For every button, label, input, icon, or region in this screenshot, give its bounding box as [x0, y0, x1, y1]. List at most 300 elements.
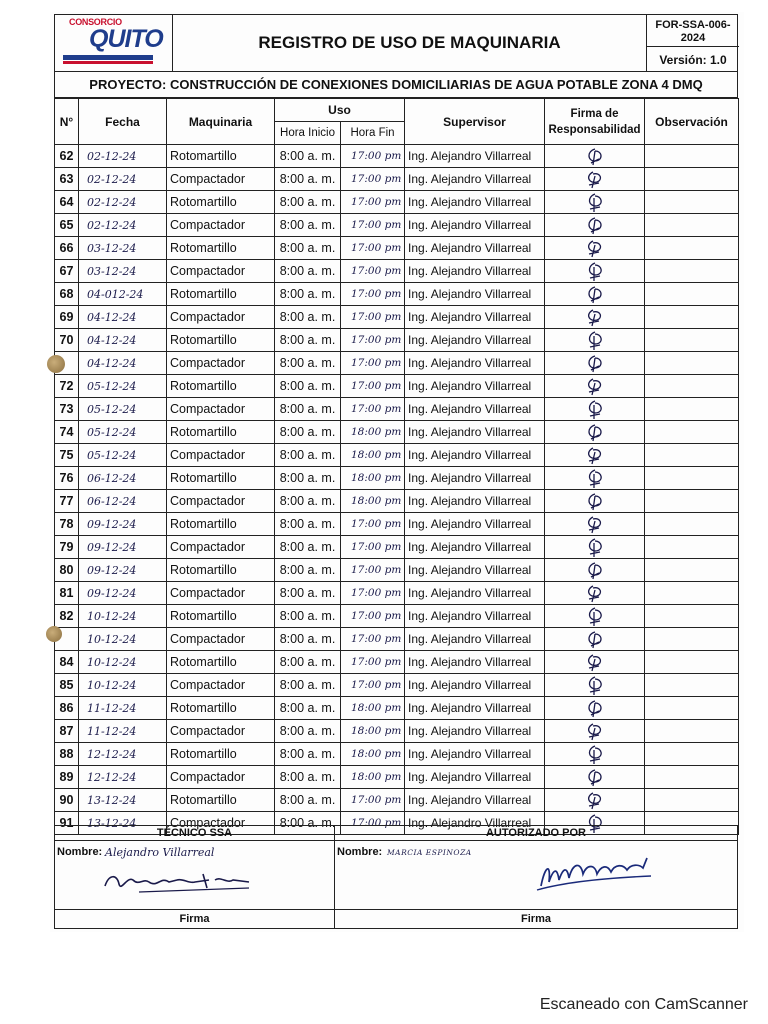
row-number: 66 — [55, 237, 79, 260]
row-observacion — [645, 260, 739, 283]
row-observacion — [645, 490, 739, 513]
row-number: 90 — [55, 789, 79, 812]
logo-word: QUITO — [89, 25, 163, 53]
row-hora-fin: 17:00 pm — [341, 214, 405, 237]
row-machinery: Rotomartillo — [167, 237, 275, 260]
logo-blue-bar — [63, 55, 153, 60]
table-row — [55, 168, 739, 191]
row-signature — [545, 559, 645, 582]
row-machinery: Rotomartillo — [167, 329, 275, 352]
row-date: 09-12-24 — [79, 536, 167, 559]
row-signature — [545, 720, 645, 743]
row-number: 88 — [55, 743, 79, 766]
row-observacion — [645, 145, 739, 168]
row-hora-fin: 17:00 pm — [341, 651, 405, 674]
row-supervisor: Ing. Alejandro Villarreal — [405, 168, 545, 191]
row-signature — [545, 237, 645, 260]
row-date: 04-12-24 — [79, 352, 167, 375]
row-number: 75 — [55, 444, 79, 467]
form-code-line1: FOR-SSA-006- — [655, 19, 731, 31]
row-hora-fin: 17:00 pm — [341, 145, 405, 168]
row-hora-fin: 17:00 pm — [341, 536, 405, 559]
row-machinery: Compactador — [167, 674, 275, 697]
row-hora-inicio: 8:00 a. m. — [275, 697, 341, 720]
row-date: 04-012-24 — [79, 283, 167, 306]
row-machinery: Rotomartillo — [167, 651, 275, 674]
row-observacion — [645, 605, 739, 628]
row-supervisor: Ing. Alejandro Villarreal — [405, 743, 545, 766]
row-hora-fin: 17:00 pm — [341, 191, 405, 214]
row-hora-inicio: 8:00 a. m. — [275, 375, 341, 398]
row-date: 10-12-24 — [79, 628, 167, 651]
row-supervisor: Ing. Alejandro Villarreal — [405, 398, 545, 421]
row-supervisor: Ing. Alejandro Villarreal — [405, 605, 545, 628]
table-row — [55, 743, 739, 766]
row-hora-inicio: 8:00 a. m. — [275, 145, 341, 168]
form-header — [54, 14, 738, 72]
row-number: 67 — [55, 260, 79, 283]
row-supervisor: Ing. Alejandro Villarreal — [405, 283, 545, 306]
row-machinery: Rotomartillo — [167, 421, 275, 444]
row-signature — [545, 214, 645, 237]
row-hora-fin: 17:00 pm — [341, 237, 405, 260]
row-number: 64 — [55, 191, 79, 214]
row-signature — [545, 421, 645, 444]
table-row — [55, 720, 739, 743]
row-observacion — [645, 743, 739, 766]
row-signature — [545, 605, 645, 628]
row-number: 65 — [55, 214, 79, 237]
row-machinery: Rotomartillo — [167, 743, 275, 766]
row-date: 10-12-24 — [79, 651, 167, 674]
table-row — [55, 467, 739, 490]
row-supervisor: Ing. Alejandro Villarreal — [405, 421, 545, 444]
row-hora-inicio: 8:00 a. m. — [275, 214, 341, 237]
row-date: 05-12-24 — [79, 398, 167, 421]
autorizado-name-label: Nombre: — [337, 846, 383, 858]
row-hora-inicio: 8:00 a. m. — [275, 398, 341, 421]
row-signature — [545, 674, 645, 697]
tecnico-firma-label: Firma — [55, 909, 334, 928]
row-hora-fin: 18:00 pm — [341, 766, 405, 789]
row-number: 72 — [55, 375, 79, 398]
table-row — [55, 605, 739, 628]
row-number: 76 — [55, 467, 79, 490]
table-row — [55, 283, 739, 306]
row-hora-inicio: 8:00 a. m. — [275, 168, 341, 191]
row-signature — [545, 582, 645, 605]
row-observacion — [645, 789, 739, 812]
row-hora-fin: 17:00 pm — [341, 582, 405, 605]
header-num: N° — [55, 99, 79, 145]
row-supervisor: Ing. Alejandro Villarreal — [405, 513, 545, 536]
row-hora-fin: 17:00 pm — [341, 812, 405, 835]
row-hora-fin: 17:00 pm — [341, 628, 405, 651]
row-date: 05-12-24 — [79, 421, 167, 444]
row-supervisor: Ing. Alejandro Villarreal — [405, 444, 545, 467]
document-sheet — [50, 12, 744, 932]
form-version: Versión: 1.0 — [659, 53, 727, 67]
row-signature — [545, 789, 645, 812]
header-supervisor: Supervisor — [405, 99, 545, 145]
row-supervisor: Ing. Alejandro Villarreal — [405, 467, 545, 490]
header-uso: Uso — [275, 99, 405, 122]
machinery-usage-table — [54, 98, 739, 835]
table-row — [55, 421, 739, 444]
row-observacion — [645, 352, 739, 375]
row-hora-inicio: 8:00 a. m. — [275, 513, 341, 536]
row-supervisor: Ing. Alejandro Villarreal — [405, 145, 545, 168]
row-machinery: Compactador — [167, 306, 275, 329]
row-date: 03-12-24 — [79, 260, 167, 283]
row-signature — [545, 766, 645, 789]
header-fecha: Fecha — [79, 99, 167, 145]
header-firma: Firma de Responsabilidad — [545, 99, 645, 145]
row-date: 09-12-24 — [79, 559, 167, 582]
row-observacion — [645, 628, 739, 651]
row-date: 11-12-24 — [79, 697, 167, 720]
row-machinery: Rotomartillo — [167, 145, 275, 168]
table-row — [55, 582, 739, 605]
row-observacion — [645, 329, 739, 352]
row-observacion — [645, 375, 739, 398]
row-hora-fin: 17:00 pm — [341, 674, 405, 697]
row-hora-fin: 18:00 pm — [341, 743, 405, 766]
row-observacion — [645, 283, 739, 306]
table-row — [55, 674, 739, 697]
paper-stain-mark — [47, 355, 65, 373]
logo-red-bar — [63, 61, 153, 64]
row-supervisor: Ing. Alejandro Villarreal — [405, 766, 545, 789]
tecnico-name-label: Nombre: — [57, 846, 103, 858]
table-row — [55, 352, 739, 375]
row-hora-inicio: 8:00 a. m. — [275, 467, 341, 490]
table-row — [55, 628, 739, 651]
row-machinery: Rotomartillo — [167, 789, 275, 812]
table-row — [55, 766, 739, 789]
row-machinery: Compactador — [167, 536, 275, 559]
row-number: 62 — [55, 145, 79, 168]
row-observacion — [645, 398, 739, 421]
row-hora-fin: 17:00 pm — [341, 329, 405, 352]
row-signature — [545, 398, 645, 421]
row-number: 69 — [55, 306, 79, 329]
row-machinery: Rotomartillo — [167, 697, 275, 720]
row-number: 74 — [55, 421, 79, 444]
row-hora-inicio: 8:00 a. m. — [275, 536, 341, 559]
row-observacion — [645, 444, 739, 467]
row-hora-inicio: 8:00 a. m. — [275, 582, 341, 605]
row-date: 06-12-24 — [79, 490, 167, 513]
row-hora-fin: 17:00 pm — [341, 260, 405, 283]
row-signature — [545, 651, 645, 674]
row-hora-fin: 18:00 pm — [341, 421, 405, 444]
row-observacion — [645, 766, 739, 789]
row-machinery: Compactador — [167, 720, 275, 743]
row-number: 73 — [55, 398, 79, 421]
row-hora-fin: 17:00 pm — [341, 283, 405, 306]
row-number: 87 — [55, 720, 79, 743]
row-date: 09-12-24 — [79, 582, 167, 605]
scanner-watermark: Escaneado con CamScanner — [539, 996, 748, 1013]
autorizado-name: MARCIA ESPINOZA — [387, 848, 472, 857]
row-hora-fin: 18:00 pm — [341, 720, 405, 743]
row-supervisor: Ing. Alejandro Villarreal — [405, 352, 545, 375]
table-row — [55, 651, 739, 674]
row-supervisor: Ing. Alejandro Villarreal — [405, 375, 545, 398]
document-title: REGISTRO DE USO DE MAQUINARIA — [173, 15, 647, 71]
row-supervisor: Ing. Alejandro Villarreal — [405, 674, 545, 697]
row-number: 85 — [55, 674, 79, 697]
row-signature — [545, 375, 645, 398]
row-number: 86 — [55, 697, 79, 720]
row-signature — [545, 513, 645, 536]
row-date: 02-12-24 — [79, 145, 167, 168]
row-hora-fin: 17:00 pm — [341, 352, 405, 375]
row-supervisor: Ing. Alejandro Villarreal — [405, 490, 545, 513]
autorizado-section — [335, 826, 737, 928]
row-hora-fin: 17:00 pm — [341, 375, 405, 398]
row-observacion — [645, 720, 739, 743]
row-hora-fin: 17:00 pm — [341, 559, 405, 582]
logo-top-text: CONSORCIO — [69, 17, 122, 27]
row-signature — [545, 283, 645, 306]
row-number: 89 — [55, 766, 79, 789]
row-date: 13-12-24 — [79, 789, 167, 812]
row-machinery: Rotomartillo — [167, 605, 275, 628]
row-signature — [545, 145, 645, 168]
row-machinery: Compactador — [167, 168, 275, 191]
row-supervisor: Ing. Alejandro Villarreal — [405, 260, 545, 283]
row-hora-fin: 18:00 pm — [341, 490, 405, 513]
row-hora-fin: 17:00 pm — [341, 605, 405, 628]
row-hora-inicio: 8:00 a. m. — [275, 651, 341, 674]
row-number: 79 — [55, 536, 79, 559]
form-code-line2: 2024 — [680, 32, 706, 44]
row-date: 09-12-24 — [79, 513, 167, 536]
row-date: 04-12-24 — [79, 329, 167, 352]
table-row — [55, 329, 739, 352]
row-signature — [545, 329, 645, 352]
table-row — [55, 490, 739, 513]
row-observacion — [645, 651, 739, 674]
row-hora-inicio: 8:00 a. m. — [275, 628, 341, 651]
tecnico-signature — [99, 866, 259, 900]
row-machinery: Rotomartillo — [167, 513, 275, 536]
row-hora-fin: 18:00 pm — [341, 467, 405, 490]
row-number: 91 — [55, 812, 79, 835]
table-row — [55, 191, 739, 214]
row-supervisor: Ing. Alejandro Villarreal — [405, 191, 545, 214]
row-signature — [545, 306, 645, 329]
row-hora-fin: 17:00 pm — [341, 398, 405, 421]
row-hora-inicio: 8:00 a. m. — [275, 605, 341, 628]
row-number: 77 — [55, 490, 79, 513]
row-hora-inicio: 8:00 a. m. — [275, 421, 341, 444]
header-maquinaria: Maquinaria — [167, 99, 275, 145]
row-observacion — [645, 582, 739, 605]
row-hora-inicio: 8:00 a. m. — [275, 720, 341, 743]
row-machinery: Rotomartillo — [167, 191, 275, 214]
tecnico-section — [55, 826, 335, 928]
row-observacion — [645, 536, 739, 559]
row-machinery: Compactador — [167, 398, 275, 421]
table-row — [55, 237, 739, 260]
row-supervisor: Ing. Alejandro Villarreal — [405, 214, 545, 237]
row-number: 84 — [55, 651, 79, 674]
row-machinery: Compactador — [167, 214, 275, 237]
row-observacion — [645, 237, 739, 260]
row-signature — [545, 628, 645, 651]
row-observacion — [645, 559, 739, 582]
row-hora-inicio: 8:00 a. m. — [275, 444, 341, 467]
row-signature — [545, 536, 645, 559]
row-number: 80 — [55, 559, 79, 582]
row-hora-inicio: 8:00 a. m. — [275, 191, 341, 214]
signature-footer — [54, 825, 738, 929]
row-number: 82 — [55, 605, 79, 628]
row-hora-inicio: 8:00 a. m. — [275, 674, 341, 697]
table-row — [55, 145, 739, 168]
row-supervisor: Ing. Alejandro Villarreal — [405, 789, 545, 812]
row-date: 06-12-24 — [79, 467, 167, 490]
header-hora-fin: Hora Fin — [341, 122, 405, 145]
row-signature — [545, 260, 645, 283]
row-signature — [545, 168, 645, 191]
table-row — [55, 398, 739, 421]
row-signature — [545, 191, 645, 214]
row-supervisor: Ing. Alejandro Villarreal — [405, 628, 545, 651]
company-logo — [55, 15, 173, 71]
row-date: 10-12-24 — [79, 674, 167, 697]
table-row — [55, 375, 739, 398]
row-hora-inicio: 8:00 a. m. — [275, 352, 341, 375]
tecnico-title: TÉCNICO SSA — [55, 826, 334, 841]
row-hora-inicio: 8:00 a. m. — [275, 283, 341, 306]
row-hora-inicio: 8:00 a. m. — [275, 766, 341, 789]
row-hora-inicio: 8:00 a. m. — [275, 490, 341, 513]
row-machinery: Compactador — [167, 628, 275, 651]
row-signature — [545, 490, 645, 513]
row-hora-fin: 17:00 pm — [341, 513, 405, 536]
row-date: 05-12-24 — [79, 444, 167, 467]
row-hora-inicio: 8:00 a. m. — [275, 789, 341, 812]
table-row — [55, 260, 739, 283]
row-machinery: Rotomartillo — [167, 283, 275, 306]
row-hora-inicio: 8:00 a. m. — [275, 237, 341, 260]
row-observacion — [645, 191, 739, 214]
row-supervisor: Ing. Alejandro Villarreal — [405, 536, 545, 559]
row-signature — [545, 697, 645, 720]
row-date: 03-12-24 — [79, 237, 167, 260]
row-supervisor: Ing. Alejandro Villarreal — [405, 651, 545, 674]
paper-stain-mark — [46, 626, 62, 642]
row-machinery: Rotomartillo — [167, 467, 275, 490]
row-date: 10-12-24 — [79, 605, 167, 628]
row-hora-fin: 18:00 pm — [341, 697, 405, 720]
row-machinery: Compactador — [167, 582, 275, 605]
row-machinery: Compactador — [167, 490, 275, 513]
row-hora-inicio: 8:00 a. m. — [275, 559, 341, 582]
header-hora-inicio: Hora Inicio — [275, 122, 341, 145]
table-row — [55, 559, 739, 582]
autorizado-title: AUTORIZADO POR — [335, 826, 737, 841]
row-machinery: Rotomartillo — [167, 559, 275, 582]
row-number: 78 — [55, 513, 79, 536]
row-hora-fin: 17:00 pm — [341, 168, 405, 191]
row-hora-inicio: 8:00 a. m. — [275, 329, 341, 352]
row-date: 04-12-24 — [79, 306, 167, 329]
table-row — [55, 214, 739, 237]
row-supervisor: Ing. Alejandro Villarreal — [405, 582, 545, 605]
row-date: 13-12-24 — [79, 812, 167, 835]
row-hora-inicio: 8:00 a. m. — [275, 743, 341, 766]
row-signature — [545, 743, 645, 766]
row-machinery: Compactador — [167, 812, 275, 835]
row-signature — [545, 467, 645, 490]
row-date: 02-12-24 — [79, 214, 167, 237]
row-machinery: Compactador — [167, 444, 275, 467]
header-observacion: Observación — [645, 99, 739, 145]
autorizado-firma-label: Firma — [335, 909, 737, 928]
row-machinery: Compactador — [167, 260, 275, 283]
table-row — [55, 306, 739, 329]
row-hora-fin: 17:00 pm — [341, 306, 405, 329]
project-title: PROYECTO: CONSTRUCCIÓN DE CONEXIONES DOMICILIARIAS DE AGUA POTABLE ZONA 4 DMQ — [54, 72, 738, 98]
row-signature — [545, 352, 645, 375]
row-number: 63 — [55, 168, 79, 191]
form-code-block — [647, 15, 739, 71]
row-supervisor: Ing. Alejandro Villarreal — [405, 697, 545, 720]
row-hora-fin: 17:00 pm — [341, 789, 405, 812]
row-date: 05-12-24 — [79, 375, 167, 398]
row-supervisor: Ing. Alejandro Villarreal — [405, 812, 545, 835]
row-date: 12-12-24 — [79, 766, 167, 789]
row-machinery: Compactador — [167, 766, 275, 789]
row-signature — [545, 444, 645, 467]
row-machinery: Rotomartillo — [167, 375, 275, 398]
row-observacion — [645, 306, 739, 329]
row-date: 12-12-24 — [79, 743, 167, 766]
row-observacion — [645, 214, 739, 237]
row-date: 02-12-24 — [79, 191, 167, 214]
table-row — [55, 444, 739, 467]
row-number: 68 — [55, 283, 79, 306]
row-observacion — [645, 421, 739, 444]
row-hora-inicio: 8:00 a. m. — [275, 260, 341, 283]
row-hora-inicio: 8:00 a. m. — [275, 812, 341, 835]
row-date: 02-12-24 — [79, 168, 167, 191]
row-observacion — [645, 467, 739, 490]
row-observacion — [645, 697, 739, 720]
row-supervisor: Ing. Alejandro Villarreal — [405, 559, 545, 582]
row-observacion — [645, 674, 739, 697]
row-supervisor: Ing. Alejandro Villarreal — [405, 720, 545, 743]
row-observacion — [645, 168, 739, 191]
row-observacion — [645, 513, 739, 536]
row-hora-fin: 18:00 pm — [341, 444, 405, 467]
tecnico-name: Alejandro Villarreal — [105, 846, 215, 859]
row-supervisor: Ing. Alejandro Villarreal — [405, 306, 545, 329]
table-row — [55, 697, 739, 720]
row-number: 70 — [55, 329, 79, 352]
autorizado-signature — [535, 852, 655, 896]
row-hora-inicio: 8:00 a. m. — [275, 306, 341, 329]
table-row — [55, 513, 739, 536]
table-row — [55, 536, 739, 559]
row-supervisor: Ing. Alejandro Villarreal — [405, 329, 545, 352]
row-number: 81 — [55, 582, 79, 605]
